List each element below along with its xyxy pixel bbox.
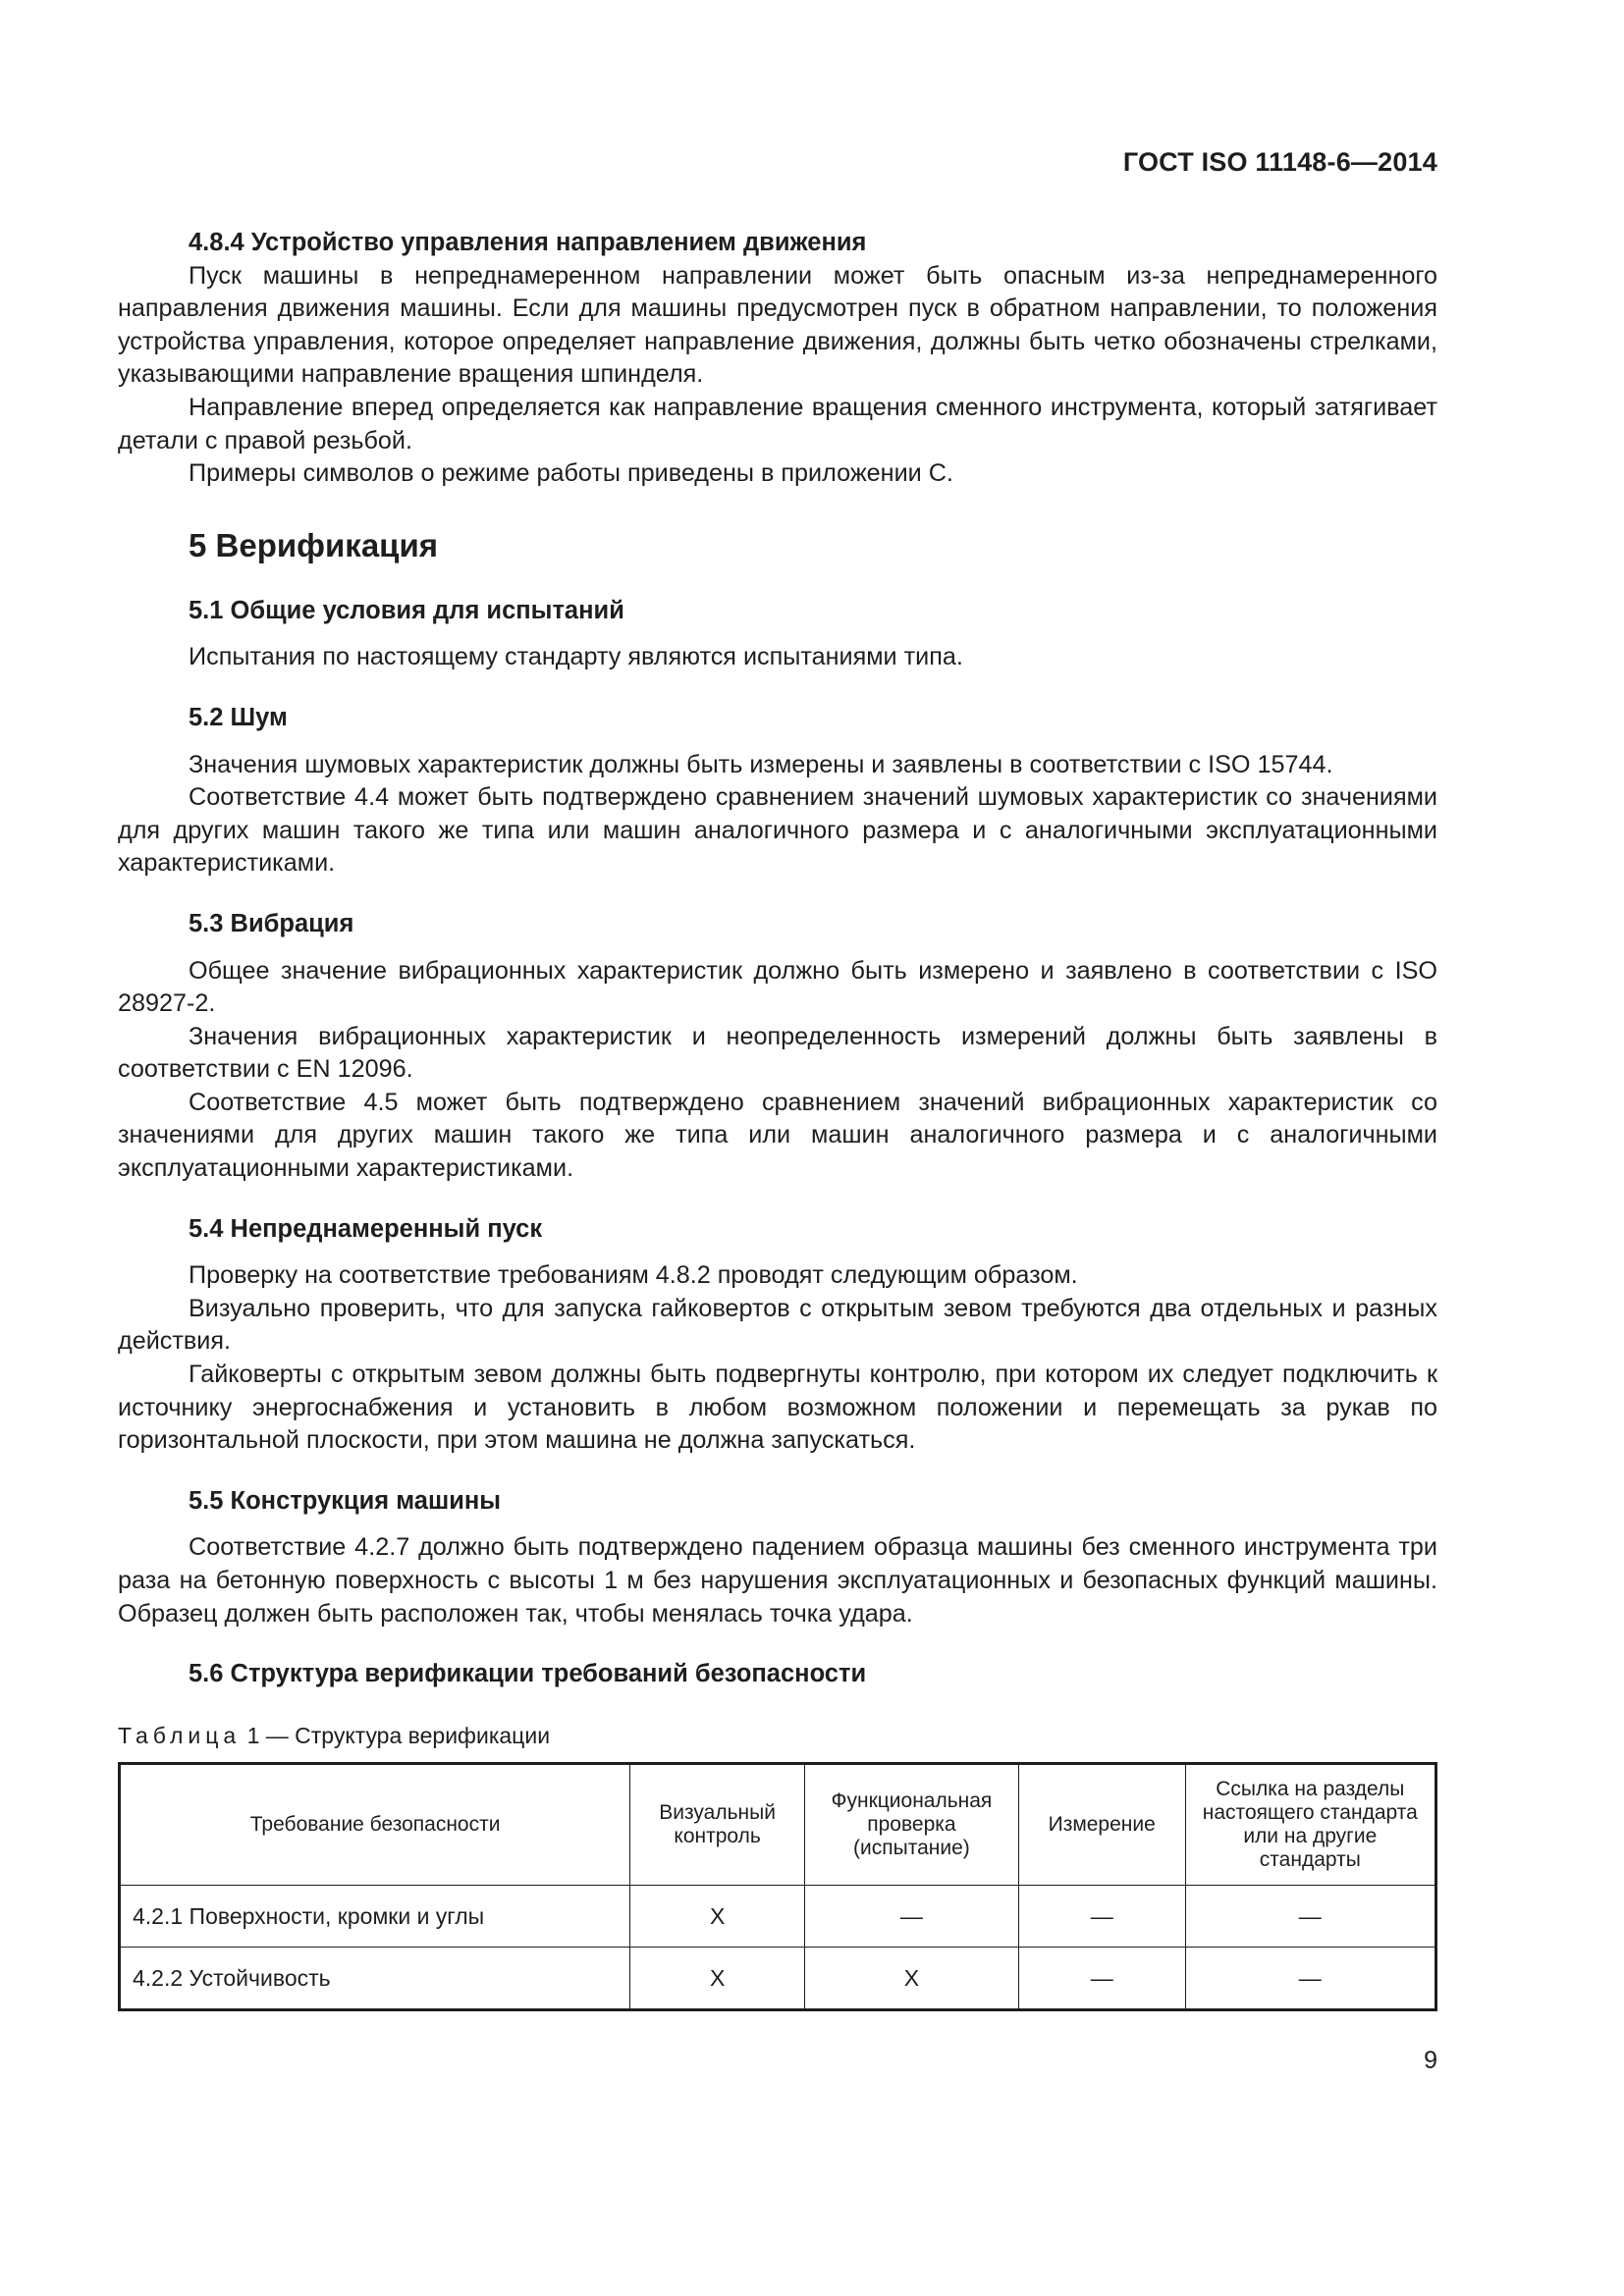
table-cell: 4.2.1 Поверхности, кромки и углы	[120, 1885, 630, 1947]
standard-number: ГОСТ ISO 11148-6—2014	[1122, 147, 1437, 177]
paragraph: Соответствие 4.4 может быть подтверждено сравнением значений шумовых характеристик со значениями для других машин такого же типа или машин аналогичного размера и с аналогичными эксплуатационными характеристиками.	[118, 783, 1437, 878]
paragraph: Значения шумовых характеристик должны быть измерены и заявлены в соответствии с ISO 15744.	[189, 750, 1333, 778]
paragraph: Испытания по настоящему стандарту являются испытаниями типа.	[189, 643, 963, 671]
table-cell: —	[1185, 1885, 1435, 1947]
table-header-row	[120, 1763, 1436, 1885]
heading-5-1: 5.1 Общие условия для испытаний	[189, 596, 624, 624]
table-row	[120, 1947, 1436, 2009]
table-caption	[118, 1721, 1437, 1750]
heading-5-2: 5.2 Шум	[189, 703, 288, 731]
heading-5-4: 5.4 Непреднамеренный пуск	[189, 1214, 543, 1243]
verification-table	[118, 1762, 1437, 2011]
paragraph: Соответствие 4.2.7 должно быть подтверждено падением образца машины без сменного инструмента три раза на бетонную поверхность с высоты 1 м без нарушения эксплуатационных и безопасных функций машины. Образец должен быть расположен так, чтобы менялась точка удара.	[118, 1533, 1437, 1628]
table-cell: X	[630, 1947, 805, 2009]
document-content	[118, 227, 1437, 2011]
heading-5-5: 5.5 Конструкция машины	[189, 1486, 502, 1515]
table-cell: —	[1185, 1947, 1435, 2009]
paragraph: Значения вибрационных характеристик и неопределенность измерений должны быть заявлены в соответствии с EN 12096.	[118, 1022, 1437, 1084]
page-number: 9	[1424, 2047, 1437, 2074]
table-row	[120, 1885, 1436, 1947]
table-cell: 4.2.2 Устойчивость	[120, 1947, 630, 2009]
paragraph: Пуск машины в непреднамеренном направлении может быть опасным из-за непреднамеренного направления движения машины. Если для машины предусмотрен пуск в обратном направлении, то положения устройства управления, которое определяет направление движения, должны быть четко обозначены стрелками, указывающими направление вращения шпинделя.	[118, 261, 1437, 389]
table-cell: X	[630, 1885, 805, 1947]
table-cell: —	[1018, 1885, 1185, 1947]
table-cell: X	[805, 1947, 1019, 2009]
column-header: Визуальный контроль	[630, 1763, 805, 1885]
paragraph: Направление вперед определяется как направление вращения сменного инструмента, который затягивает детали с правой резьбой.	[118, 393, 1437, 454]
heading-5-6: 5.6 Структура верификации требований безопасности	[189, 1660, 867, 1688]
paragraph: Гайковерты с открытым зевом должны быть подвергнуты контролю, при котором их следует подключить к источнику энергоснабжения и установить в любом возможном положении и перемещать за рукав по горизонтальной плоскости, при этом машина не должна запускаться.	[118, 1361, 1437, 1455]
column-header: Измерение	[1018, 1763, 1185, 1885]
table-cell: —	[1018, 1947, 1185, 2009]
paragraph: Визуально проверить, что для запуска гайковертов с открытым зевом требуются два отдельных и разных действия.	[118, 1294, 1437, 1356]
paragraph: Соответствие 4.5 может быть подтверждено сравнением значений вибрационных характеристик со значениями для других машин такого же типа или машин аналогичного размера и с аналогичными эксплуатационными характеристиками.	[118, 1088, 1437, 1183]
table-caption-label: Таблица	[118, 1722, 242, 1748]
column-header: Требование безопасности	[120, 1763, 630, 1885]
heading-5-3: 5.3 Вибрация	[189, 909, 354, 937]
paragraph: Примеры символов о режиме работы приведены в приложении С.	[189, 459, 953, 488]
heading-4-8-4: 4.8.4 Устройство управления направлением движения	[189, 229, 867, 256]
table-cell: —	[805, 1885, 1019, 1947]
column-header: Функциональная проверка (испытание)	[805, 1763, 1019, 1885]
column-header: Ссылка на разделы настоящего стандарта или на другие стандарты	[1185, 1763, 1435, 1885]
paragraph: Проверку на соответствие требованиям 4.8.2 проводят следующим образом.	[189, 1261, 1078, 1290]
heading-5: 5 Верификация	[189, 526, 439, 563]
table-caption-text: 1 — Структура верификации	[246, 1722, 551, 1748]
paragraph: Общее значение вибрационных характеристик должно быть измерено и заявлено в соответствии с ISO 28927-2.	[118, 956, 1437, 1018]
